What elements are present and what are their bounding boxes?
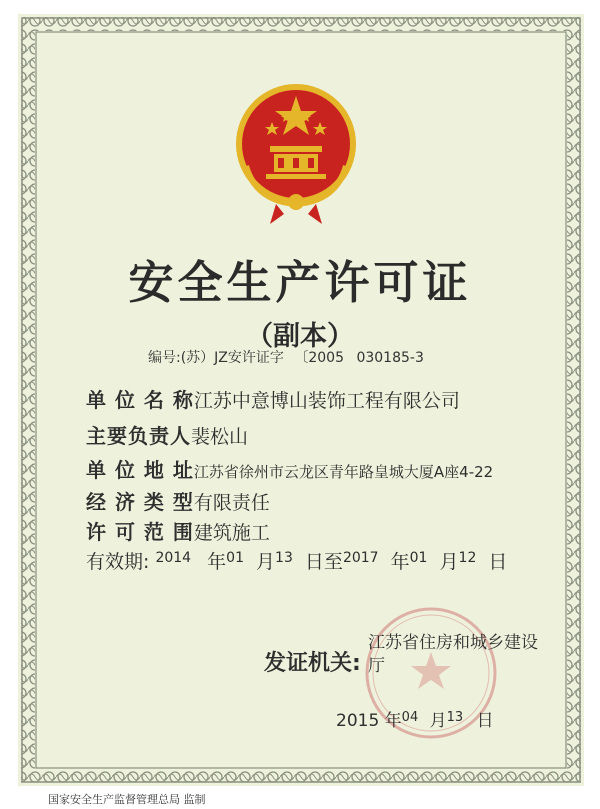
field-value: 建筑施工: [193, 522, 270, 544]
issue-date: [336, 706, 494, 731]
number-serial: 030185-3: [356, 350, 424, 366]
validity-start-day: 13: [275, 550, 293, 566]
issuer-name: 江苏省住房和城乡建设厅: [368, 633, 538, 676]
field-value: 裴松山: [191, 426, 249, 448]
year-char: 年: [384, 711, 402, 731]
field-principal: [86, 420, 248, 449]
validity-end-day: 12: [458, 550, 477, 566]
validity-start-year: 2014: [155, 550, 192, 566]
field-license-scope: [86, 516, 270, 545]
certificate-number: [148, 347, 424, 367]
issue-month: 04: [401, 710, 419, 725]
year-char: 年: [390, 551, 410, 573]
issuer-label: 发证机关:: [264, 651, 361, 676]
field-economic-type: [86, 486, 270, 515]
certificate-title: 安全生产许可证: [128, 256, 472, 309]
field-value: 有限责任: [193, 492, 270, 514]
number-label: 编号:: [148, 350, 181, 366]
validity-label: 有效期:: [86, 551, 150, 573]
field-value: 江苏中意博山装饰工程有限公司: [193, 390, 460, 412]
month-char: 月: [439, 551, 459, 573]
day-char: 日: [488, 551, 508, 573]
validity-to: 日至: [304, 551, 343, 573]
validity-start-month: 01: [226, 550, 244, 566]
field-label: 许 可 范 围: [86, 520, 194, 544]
number-year: 〔2005: [294, 350, 344, 366]
validity-end-year: 2017: [342, 550, 379, 566]
day-char: 日: [476, 711, 494, 731]
validity-period: [86, 547, 507, 574]
field-label: 单 位 地 址: [86, 458, 194, 482]
issue-day: 13: [446, 710, 464, 725]
field-company-name: [86, 384, 460, 413]
issue-year: 2015: [336, 711, 380, 731]
month-char: 月: [429, 711, 447, 731]
certificate-subtitle: （副本）: [246, 321, 354, 352]
national-emblem: [226, 76, 366, 228]
month-char: 月: [256, 551, 276, 573]
year-char: 年: [207, 551, 227, 573]
field-value: 江苏省徐州市云龙区青年路皇城大厦A座4-22: [193, 463, 494, 481]
field-label: 单 位 名 称: [86, 388, 194, 412]
field-label: 经 济 类 型: [86, 490, 194, 514]
field-label: 主要负责人: [86, 424, 191, 448]
validity-end-month: 01: [409, 550, 428, 566]
footer-supervisor: 国家安全生产监督管理总局 监制: [48, 793, 206, 806]
number-prefix: (苏）JZ安许证字: [180, 350, 284, 366]
field-address: [86, 454, 493, 483]
